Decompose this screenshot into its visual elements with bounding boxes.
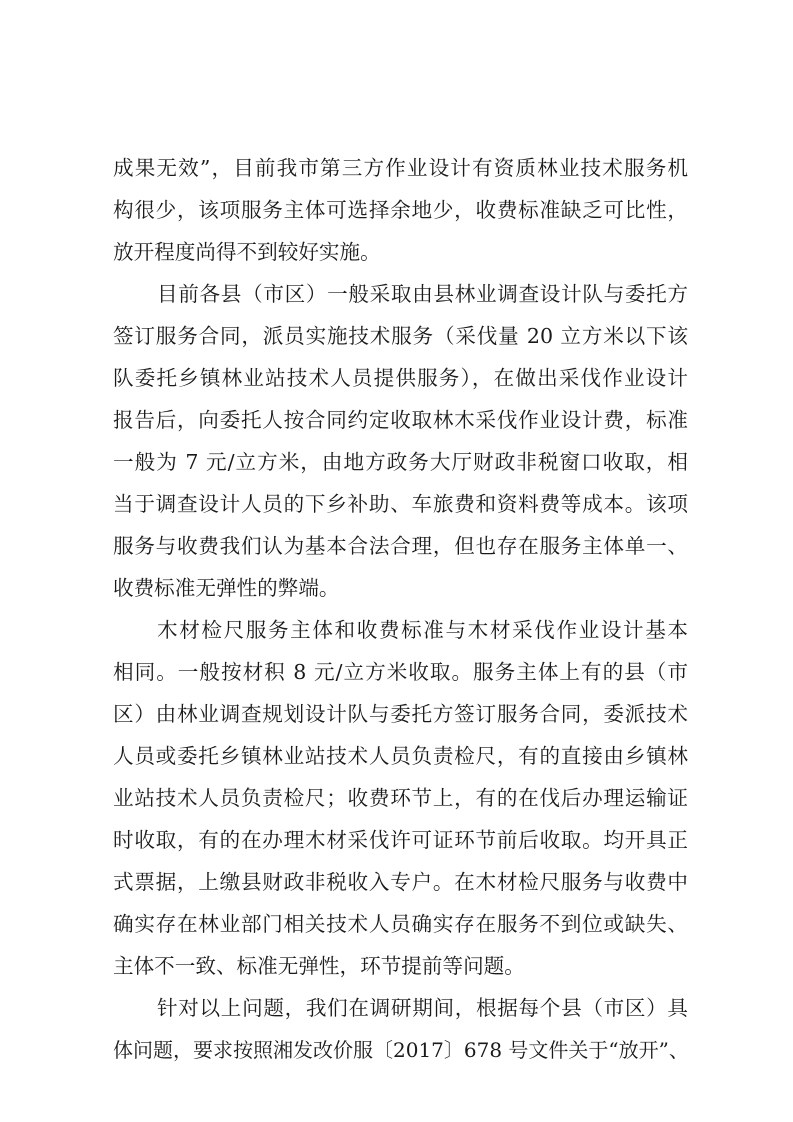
text-line: 构很少，该项服务主体可选择余地少，收费标准缺乏可比性，	[113, 198, 688, 222]
text-line: 队委托乡镇林业站技术人员提供服务），在做出采伐作业设计	[113, 366, 688, 390]
text-line: 时收取，有的在办理木材采伐许可证环节前后收取。均开具正	[113, 828, 688, 852]
text-line: 主体不一致、标准无弹性，环节提前等问题。	[113, 954, 525, 978]
text-line: 服务与收费我们认为基本合法合理，但也存在服务主体单一、	[113, 534, 688, 558]
text-line: 当于调查设计人员的下乡补助、车旅费和资料费等成本。该项	[113, 492, 688, 516]
text-line: 式票据，上缴县财政非税收入专户。在木材检尺服务与收费中	[113, 870, 688, 894]
text-line: 针对以上问题，我们在调研期间，根据每个县（市区）具	[157, 996, 688, 1020]
text-line: 签订服务合同，派员实施技术服务（采伐量 20 立方米以下该	[113, 324, 688, 348]
text-line: 相同。一般按材积 8 元/立方米收取。服务主体上有的县（市	[113, 660, 688, 684]
text-line: 木材检尺服务主体和收费标准与木材采伐作业设计基本	[157, 618, 688, 642]
text-line: 放开程度尚得不到较好实施。	[113, 240, 381, 264]
text-line: 人员或委托乡镇林业站技术人员负责检尺，有的直接由乡镇林	[113, 744, 688, 768]
text-line: 收费标准无弹性的弊端。	[113, 576, 340, 600]
text-line: 区）由林业调查规划设计队与委托方签订服务合同，委派技术	[113, 702, 688, 726]
text-line: 确实存在林业部门相关技术人员确实存在服务不到位或缺失、	[113, 912, 688, 936]
text-line: 业站技术人员负责检尺；收费环节上，有的在伐后办理运输证	[113, 786, 688, 810]
text-line: 体问题，要求按照湘发改价服〔2017〕678 号文件关于“放开”、	[113, 1038, 689, 1062]
text-line: 一般为 7 元/立方米，由地方政务大厅财政非税窗口收取，相	[113, 450, 688, 474]
text-line: 目前各县（市区）一般采取由县林业调查设计队与委托方	[157, 282, 688, 306]
text-line: 报告后，向委托人按合同约定收取林木采伐作业设计费，标准	[113, 408, 688, 432]
text-line: 成果无效”，目前我市第三方作业设计有资质林业技术服务机	[113, 156, 688, 180]
